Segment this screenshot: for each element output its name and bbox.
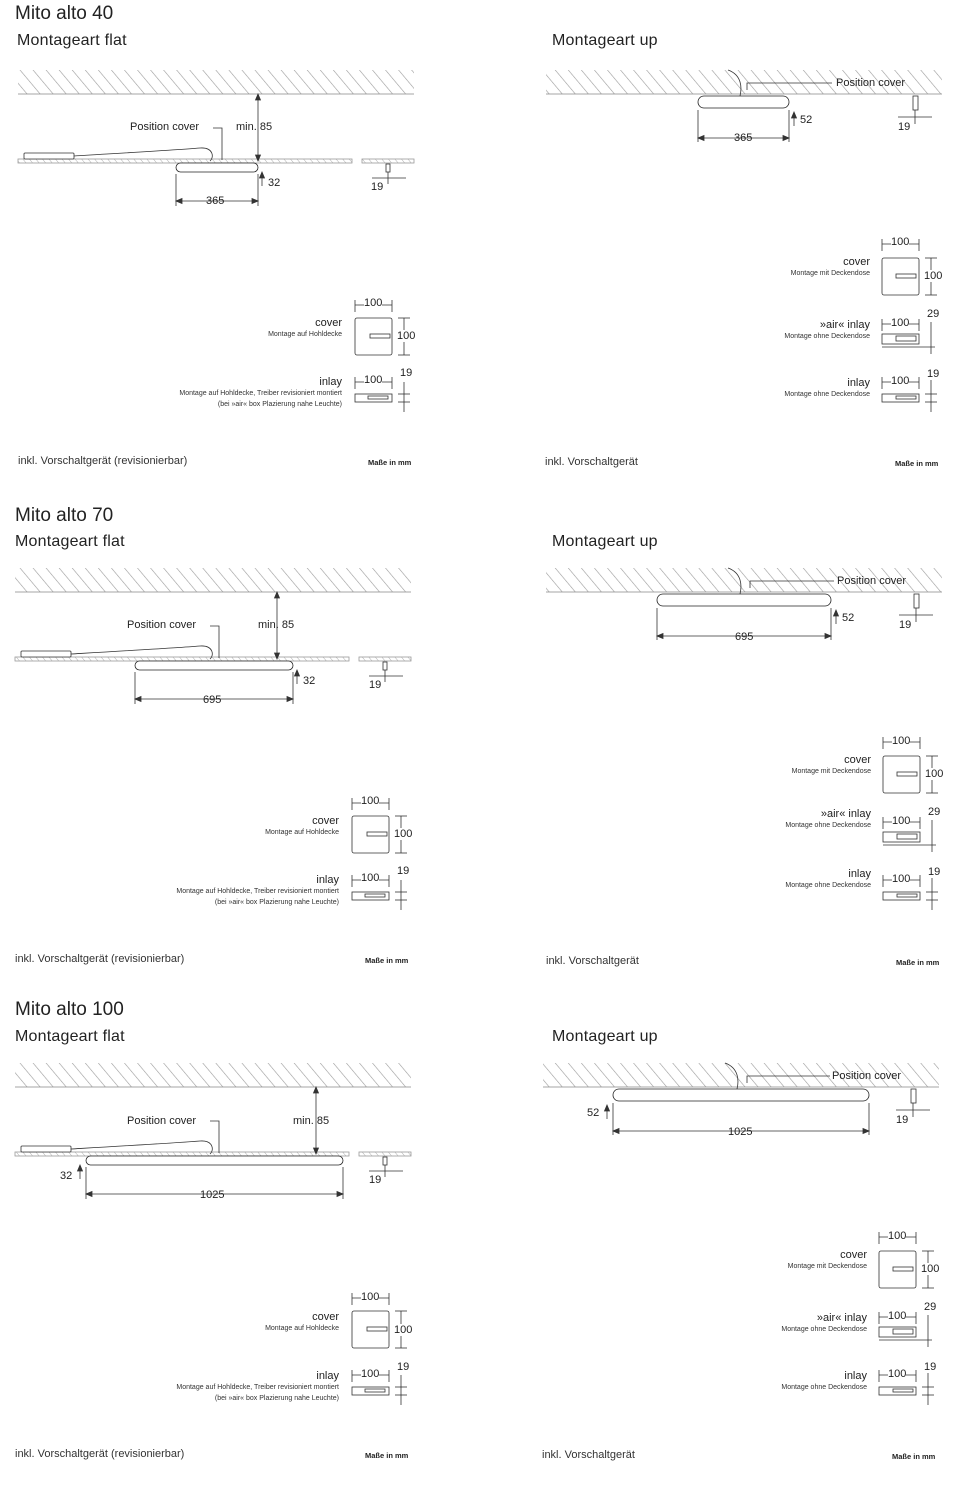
up-cover-label: cover xyxy=(843,256,870,268)
up-heading: Montageart up xyxy=(552,1028,658,1045)
up-length-dim: 1025 xyxy=(728,1126,753,1138)
flat-ceiling-gap-dim: 19 xyxy=(371,181,384,193)
up-length-dim: 365 xyxy=(734,132,753,144)
up-air-width-dim: 100 xyxy=(888,1310,907,1322)
up-cover-width-dim: 100 xyxy=(888,1230,907,1242)
section-title: Mito alto 100 xyxy=(15,999,124,1020)
flat-inlay-label: inlay xyxy=(316,874,339,886)
flat-cover-label: cover xyxy=(312,815,339,827)
section-title: Mito alto 40 xyxy=(15,3,114,24)
flat-heading: Montageart flat xyxy=(15,533,125,550)
luminaire xyxy=(176,163,258,172)
footer-mm-left: Maße in mm xyxy=(368,458,412,467)
up-cover-label: cover xyxy=(840,1249,867,1261)
footer-right: inkl. Vorschaltgerät xyxy=(546,955,639,967)
flat-cover-width-dim: 100 xyxy=(361,1291,380,1303)
flat-inlay-height-dim: 19 xyxy=(397,1361,410,1373)
up-height-dim: 52 xyxy=(842,612,855,624)
up-height-dim: 52 xyxy=(587,1107,600,1119)
up-position-cover-label: Position cover xyxy=(836,77,906,89)
false-ceiling xyxy=(18,159,352,163)
flat-min-label: min. 85 xyxy=(258,619,295,631)
flat-inlay-desc-2: (bei »air« box Plazierung nahe Leuchte) xyxy=(214,899,339,906)
section-mito-alto-40 xyxy=(0,0,967,495)
up-inlay-label: inlay xyxy=(847,377,870,389)
footer-right: inkl. Vorschaltgerät xyxy=(545,456,638,468)
flat-inlay-label: inlay xyxy=(316,1370,339,1382)
flat-inlay-width-dim: 100 xyxy=(361,872,380,884)
up-air-height-dim: 29 xyxy=(924,1301,937,1313)
up-cover-width-dim: 100 xyxy=(891,236,910,248)
flat-inlay-width-dim: 100 xyxy=(364,374,383,386)
up-cover-width-dim: 100 xyxy=(892,735,911,747)
up-position-cover-label: Position cover xyxy=(832,1070,902,1082)
flat-inlay-desc-1: Montage auf Hohldecke, Treiber revisioniert montiert xyxy=(176,1384,339,1391)
up-inlay-desc: Montage ohne Deckendose xyxy=(784,391,870,398)
footer-mm-left: Maße in mm xyxy=(365,1451,409,1460)
ceiling-slab xyxy=(18,70,414,94)
up-length-dim: 695 xyxy=(735,631,754,643)
up-inlay-label: inlay xyxy=(844,1370,867,1382)
flat-height-dim: 32 xyxy=(303,675,316,687)
diagram-artwork xyxy=(0,0,967,495)
footer-left: inkl. Vorschaltgerät (revisionierbar) xyxy=(15,1448,185,1460)
flat-inlay-height-dim: 19 xyxy=(400,367,413,379)
flat-position-cover-label: Position cover xyxy=(130,121,200,133)
up-air-label: »air« inlay xyxy=(820,808,871,820)
up-air-width-dim: 100 xyxy=(892,815,911,827)
up-inlay-desc: Montage ohne Deckendose xyxy=(781,1384,867,1391)
up-height-dim: 52 xyxy=(800,114,813,126)
footer-left: inkl. Vorschaltgerät (revisionierbar) xyxy=(15,953,185,965)
flat-inlay-label: inlay xyxy=(319,376,342,388)
up-inlay-width-dim: 100 xyxy=(891,375,910,387)
flat-inlay-desc-2: (bei »air« box Plazierung nahe Leuchte) xyxy=(214,1395,339,1402)
up-ceiling-gap-dim: 19 xyxy=(898,121,911,133)
up-inlay-height-dim: 19 xyxy=(927,368,940,380)
up-inlay-width-dim: 100 xyxy=(892,873,911,885)
up-air-height-dim: 29 xyxy=(927,308,940,320)
footer-right: inkl. Vorschaltgerät xyxy=(542,1449,635,1461)
up-cover-height-dim: 100 xyxy=(924,270,943,282)
flat-inlay-desc-1: Montage auf Hohldecke, Treiber revisioniert montiert xyxy=(179,390,342,397)
footer-mm-right: Maße in mm xyxy=(896,958,940,967)
flat-length-dim: 365 xyxy=(206,195,225,207)
flat-cover-desc: Montage auf Hohldecke xyxy=(268,331,342,338)
flat-cover-height-dim: 100 xyxy=(394,1324,413,1336)
flat-min-label: min. 85 xyxy=(236,121,273,133)
footer-left: inkl. Vorschaltgerät (revisionierbar) xyxy=(18,455,188,467)
flat-cover-height-dim: 100 xyxy=(394,828,413,840)
flat-cover-height-dim: 100 xyxy=(397,330,416,342)
up-air-desc: Montage ohne Deckendose xyxy=(785,822,871,829)
up-inlay-height-dim: 19 xyxy=(924,1361,937,1373)
up-inlay-height-dim: 19 xyxy=(928,866,941,878)
up-cover-label: cover xyxy=(844,754,871,766)
flat-inlay-desc-2: (bei »air« box Plazierung nahe Leuchte) xyxy=(217,401,342,408)
footer-mm-right: Maße in mm xyxy=(892,1452,936,1461)
flat-ceiling-gap-dim: 19 xyxy=(369,1174,382,1186)
up-cover-desc: Montage mit Deckendose xyxy=(790,270,870,277)
section-title: Mito alto 70 xyxy=(15,505,114,526)
flat-inlay-desc-1: Montage auf Hohldecke, Treiber revisioniert montiert xyxy=(176,888,339,895)
up-position-cover-label: Position cover xyxy=(837,575,907,587)
footer-mm-left: Maße in mm xyxy=(365,956,409,965)
up-inlay-desc: Montage ohne Deckendose xyxy=(785,882,871,889)
up-air-desc: Montage ohne Deckendose xyxy=(781,1326,867,1333)
up-cover-desc: Montage mit Deckendose xyxy=(787,1263,867,1270)
up-air-label: »air« inlay xyxy=(816,1312,867,1324)
up-air-desc: Montage ohne Deckendose xyxy=(784,333,870,340)
up-cover-height-dim: 100 xyxy=(925,768,944,780)
flat-heading: Montageart flat xyxy=(15,1028,125,1045)
up-air-width-dim: 100 xyxy=(891,317,910,329)
up-cover-height-dim: 100 xyxy=(921,1263,940,1275)
flat-length-dim: 1025 xyxy=(200,1189,225,1201)
up-ceiling-gap-dim: 19 xyxy=(899,619,912,631)
flat-cover-desc: Montage auf Hohldecke xyxy=(265,829,339,836)
flat-cover-width-dim: 100 xyxy=(361,795,380,807)
section-mito-alto-70 xyxy=(0,498,967,993)
flat-cover-desc: Montage auf Hohldecke xyxy=(265,1325,339,1332)
up-air-label: »air« inlay xyxy=(819,319,870,331)
flat-height-dim: 32 xyxy=(268,177,281,189)
diagram-artwork xyxy=(0,498,967,993)
footer-mm-right: Maße in mm xyxy=(895,459,939,468)
flat-position-cover-label: Position cover xyxy=(127,619,197,631)
up-heading: Montageart up xyxy=(552,32,658,49)
flat-cover-label: cover xyxy=(312,1311,339,1323)
flat-min-label: min. 85 xyxy=(293,1115,330,1127)
diagram-artwork xyxy=(0,993,967,1478)
section-mito-alto-100 xyxy=(0,993,967,1488)
driver-box xyxy=(24,153,74,159)
up-heading: Montageart up xyxy=(552,533,658,550)
flat-length-dim: 695 xyxy=(203,694,222,706)
up-inlay-label: inlay xyxy=(848,868,871,880)
flat-position-cover-label: Position cover xyxy=(127,1115,197,1127)
flat-height-dim: 32 xyxy=(60,1170,73,1182)
flat-inlay-width-dim: 100 xyxy=(361,1368,380,1380)
up-air-height-dim: 29 xyxy=(928,806,941,818)
flat-heading: Montageart flat xyxy=(17,32,127,49)
flat-cover-width-dim: 100 xyxy=(364,297,383,309)
flat-inlay-height-dim: 19 xyxy=(397,865,410,877)
flat-ceiling-gap-dim: 19 xyxy=(369,679,382,691)
up-inlay-width-dim: 100 xyxy=(888,1368,907,1380)
flat-cover-label: cover xyxy=(315,317,342,329)
up-ceiling-gap-dim: 19 xyxy=(896,1114,909,1126)
up-cover-desc: Montage mit Deckendose xyxy=(791,768,871,775)
